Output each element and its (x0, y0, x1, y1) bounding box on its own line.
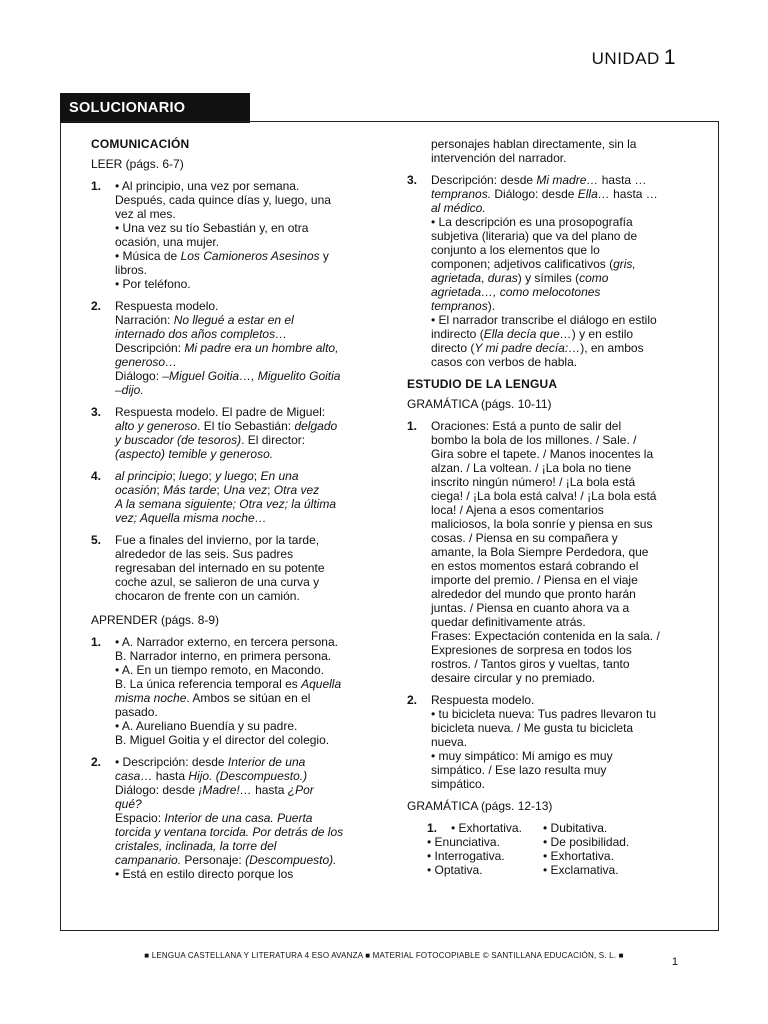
text-line: B. Narrador interno, en primera persona. (115, 649, 332, 663)
page-footer: ■ LENGUA CASTELLANA Y LITERATURA 4 ESO AVANZA ■ MATERIAL FOTOCOPIABLE © SANTILLANA EDUCACIÓN, S. L. ■ (144, 951, 624, 960)
text-line: indirecto (Ella decía que…) y en estilo (431, 327, 634, 341)
section-title-estudio: ESTUDIO DE LA LENGUA (407, 377, 558, 391)
text-line: qué? (115, 797, 142, 811)
text-line: directo (Y mi padre decía:…), en ambos (431, 341, 644, 355)
text-line: Narración: No llegué a estar en el (115, 313, 294, 327)
subheading-leer: LEER (págs. 6-7) (91, 157, 184, 171)
left-column (91, 137, 381, 881)
text-line: alrededor de las seis. Sus padres (115, 547, 294, 561)
right-column (407, 137, 685, 877)
text-line: agrietada, duras) y símiles (como (431, 271, 609, 285)
item-number: 2. (91, 299, 102, 313)
list-item: • Exhortativa. (543, 849, 614, 863)
text-line: inscrito ningún número! / ¡La bola está (431, 475, 636, 489)
list-item: • Exclamativa. (543, 863, 619, 877)
item-number: 3. (91, 405, 102, 419)
text-line: subjetiva (literaria) que va del plano de (431, 229, 638, 243)
text-line: A la semana siguiente; Otra vez; la última (115, 497, 336, 511)
answer-item (91, 405, 381, 461)
text-line: B. Miguel Goitia y el director del colegio. (115, 733, 330, 747)
text-line: chocaron de frente con un camión. (115, 589, 300, 603)
text-line: • muy simpático: Mi amigo es muy (431, 749, 613, 763)
text-line: Espacio: Interior de una casa. Puerta (115, 811, 313, 825)
text-line: componen; adjetivos calificativos (gris, (431, 257, 636, 271)
item-body (115, 635, 381, 747)
item-number: 5. (91, 533, 102, 547)
item-body (115, 755, 381, 881)
list-item: • Optativa. (427, 863, 483, 877)
text-line: loca! / Ajena a esos comentarios (431, 503, 604, 517)
item-number: 2. (407, 693, 418, 707)
text-line: Fue a finales del invierno, por la tarde, (115, 533, 320, 547)
item-body (115, 469, 381, 525)
answer-item (91, 533, 381, 603)
answer-item (407, 693, 685, 791)
text-line: casos con verbos de habla. (431, 355, 578, 369)
item-body (115, 179, 381, 291)
list-item: • Interrogativa. (427, 849, 505, 863)
text-line: generoso… (115, 355, 178, 369)
unit-heading (592, 46, 676, 70)
subheading-aprender: APRENDER (págs. 8-9) (91, 613, 220, 627)
continued-text (407, 137, 685, 165)
text-line: cosas. / Piensa en su compañera y (431, 531, 618, 545)
text-line: Frases: Expectación contenida en la sala. / (431, 629, 660, 643)
text-line: vez; Aquella misma noche… (115, 511, 267, 525)
text-line: • Música de Los Camioneros Asesinos y (115, 249, 329, 263)
text-line: • tu bicicleta nueva: Tus padres llevaron tu (431, 707, 656, 721)
text-line: misma noche. Ambos se sitúan en el (115, 691, 311, 705)
text-line: agrietada…, como melocotones (431, 285, 601, 299)
answer-item (91, 755, 381, 881)
answer-item (91, 635, 381, 747)
text-line: intervención del narrador. (431, 151, 567, 165)
item-body (115, 299, 381, 397)
item-number: 1. (91, 179, 102, 193)
subheading-gramatica-1: GRAMÁTICA (págs. 10-11) (407, 397, 552, 411)
item-number: 1. (427, 821, 438, 835)
text-line: Expresiones de sorpresa en todos los (431, 643, 632, 657)
answer-item (407, 173, 685, 369)
text-line: quedar definitivamente atrás. (431, 615, 586, 629)
text-line: pasado. (115, 705, 158, 719)
text-line: Descripción: desde Mi madre… hasta … (431, 173, 647, 187)
item-number: 1. (407, 419, 418, 433)
list-item: • Dubitativa. (543, 821, 608, 835)
item-number: 3. (407, 173, 418, 187)
unit-label: UNIDAD (591, 49, 660, 68)
text-line: • El narrador transcribe el diálogo en estilo (431, 313, 657, 327)
text-line: B. La única referencia temporal es Aquella (115, 677, 342, 691)
text-line: bombo la bola de los millones. / Sale. / (431, 433, 637, 447)
text-line: • Al principio, una vez por semana. (115, 179, 300, 193)
sentence-types-grid (427, 821, 685, 877)
text-line: conjunto a los elementos que lo (431, 243, 600, 257)
text-line: cristales, inclinada, la torre del (115, 839, 277, 853)
text-line: en estos momentos estará cobrando el (431, 559, 639, 573)
text-line: Descripción: Mi padre era un hombre alto, (115, 341, 339, 355)
item-number: 1. (91, 635, 102, 649)
text-line: • A. En un tiempo remoto, en Macondo. (115, 663, 324, 677)
text-line: Diálogo: –Miguel Goitia…, Miguelito Goitia (115, 369, 341, 383)
text-line: rostros. / Tantos giros y vueltas, tanto (431, 657, 630, 671)
item-body (115, 533, 381, 603)
text-line: • Descripción: desde Interior de una (115, 755, 306, 769)
text-line: alto y generoso. El tío Sebastián: delgado (115, 419, 338, 433)
text-line: vez al mes. (115, 207, 176, 221)
answer-item (407, 419, 685, 685)
text-line: simpático. (431, 777, 486, 791)
text-line: juntas. / Piensa en cuanto ahora va a (431, 601, 630, 615)
text-line: desaire circular y no premiado. (431, 671, 596, 685)
text-line: simpático. / Ese lazo resulta muy (431, 763, 607, 777)
text-line: • Una vez su tío Sebastián y, en otra (115, 221, 309, 235)
text-line: casa… hasta Hijo. (Descompuesto.) (115, 769, 308, 783)
text-line: Respuesta modelo. El padre de Miguel: (115, 405, 326, 419)
text-line: torcida y ventana torcida. Por detrás de los (115, 825, 344, 839)
text-line: Después, cada quince días y, luego, una (115, 193, 331, 207)
unit-number: 1 (663, 46, 676, 69)
text-line: libros. (115, 263, 148, 277)
text-line: tempranos). (431, 299, 496, 313)
text-line: personajes hablan directamente, sin la (431, 137, 637, 151)
text-line: importe del premio. / Piensa en el viaje (431, 573, 638, 587)
text-line: ocasión; Más tarde; Una vez; Otra vez (115, 483, 320, 497)
text-line: bicicleta nueva. / Me gusta tu bicicleta (431, 721, 634, 735)
text-line: regresaban del internado en su potente (115, 561, 325, 575)
text-line: (aspecto) temible y generoso. (115, 447, 274, 461)
page-number: 1 (671, 956, 678, 968)
text-line: tempranos. Diálogo: desde Ella… hasta … (431, 187, 658, 201)
list-item: • Exhortativa. (451, 821, 522, 835)
item-body (115, 405, 381, 461)
text-line: coche azul, se salieron de una curva y (115, 575, 320, 589)
text-line: Oraciones: Está a punto de salir del (431, 419, 622, 433)
text-line: y buscador (de tesoros). El director: (115, 433, 306, 447)
text-line: internado dos años completos… (115, 327, 288, 341)
text-line: al principio; luego; y luego; En una (115, 469, 299, 483)
text-line: Respuesta modelo. (115, 299, 219, 313)
text-line: ocasión, una mujer. (115, 235, 220, 249)
text-line: nueva. (431, 735, 468, 749)
text-line: Diálogo: desde ¡Madre!… hasta ¿Por (115, 783, 314, 797)
answer-item (91, 469, 381, 525)
text-line: • Está en estilo directo porque los (115, 867, 294, 881)
text-line: maliciosos, la bola sonríe y piensa en sus (431, 517, 653, 531)
text-line: Respuesta modelo. (431, 693, 535, 707)
item-body (431, 173, 685, 369)
text-line: alzan. / La voltean. / ¡La bola no tiene (431, 461, 632, 475)
item-number: 2. (91, 755, 102, 769)
answer-item (91, 299, 381, 397)
text-line: amante, la Bola Siempre Perdedora, que (431, 545, 649, 559)
item-body (431, 693, 685, 791)
text-line: al médico. (431, 201, 486, 215)
list-item: • De posibilidad. (543, 835, 630, 849)
list-item: • Enunciativa. (427, 835, 500, 849)
text-line: • A. Aureliano Buendía y su padre. (115, 719, 298, 733)
item-body (431, 419, 685, 685)
text-line: • A. Narrador externo, en tercera persona. (115, 635, 338, 649)
item-number: 4. (91, 469, 102, 483)
solucionario-tab: SOLUCIONARIO (60, 93, 250, 123)
answer-item (91, 179, 381, 291)
grid-left-cell (427, 821, 543, 835)
text-line: ciega! / ¡La bola está calva! / ¡La bola está (431, 489, 657, 503)
text-line: • La descripción es una prosopografía (431, 215, 633, 229)
text-line: Gira sobre el tapete. / Manos inocentes la (431, 447, 654, 461)
text-line: campanario. Personaje: (Descompuesto). (115, 853, 337, 867)
section-title-comunicacion: COMUNICACIÓN (91, 137, 190, 151)
subheading-gramatica-2: GRAMÁTICA (págs. 12-13) (407, 799, 553, 813)
text-line: alrededor del mundo que pronto harán (431, 587, 636, 601)
text-line: • Por teléfono. (115, 277, 191, 291)
text-line: –dijo. (115, 383, 144, 397)
